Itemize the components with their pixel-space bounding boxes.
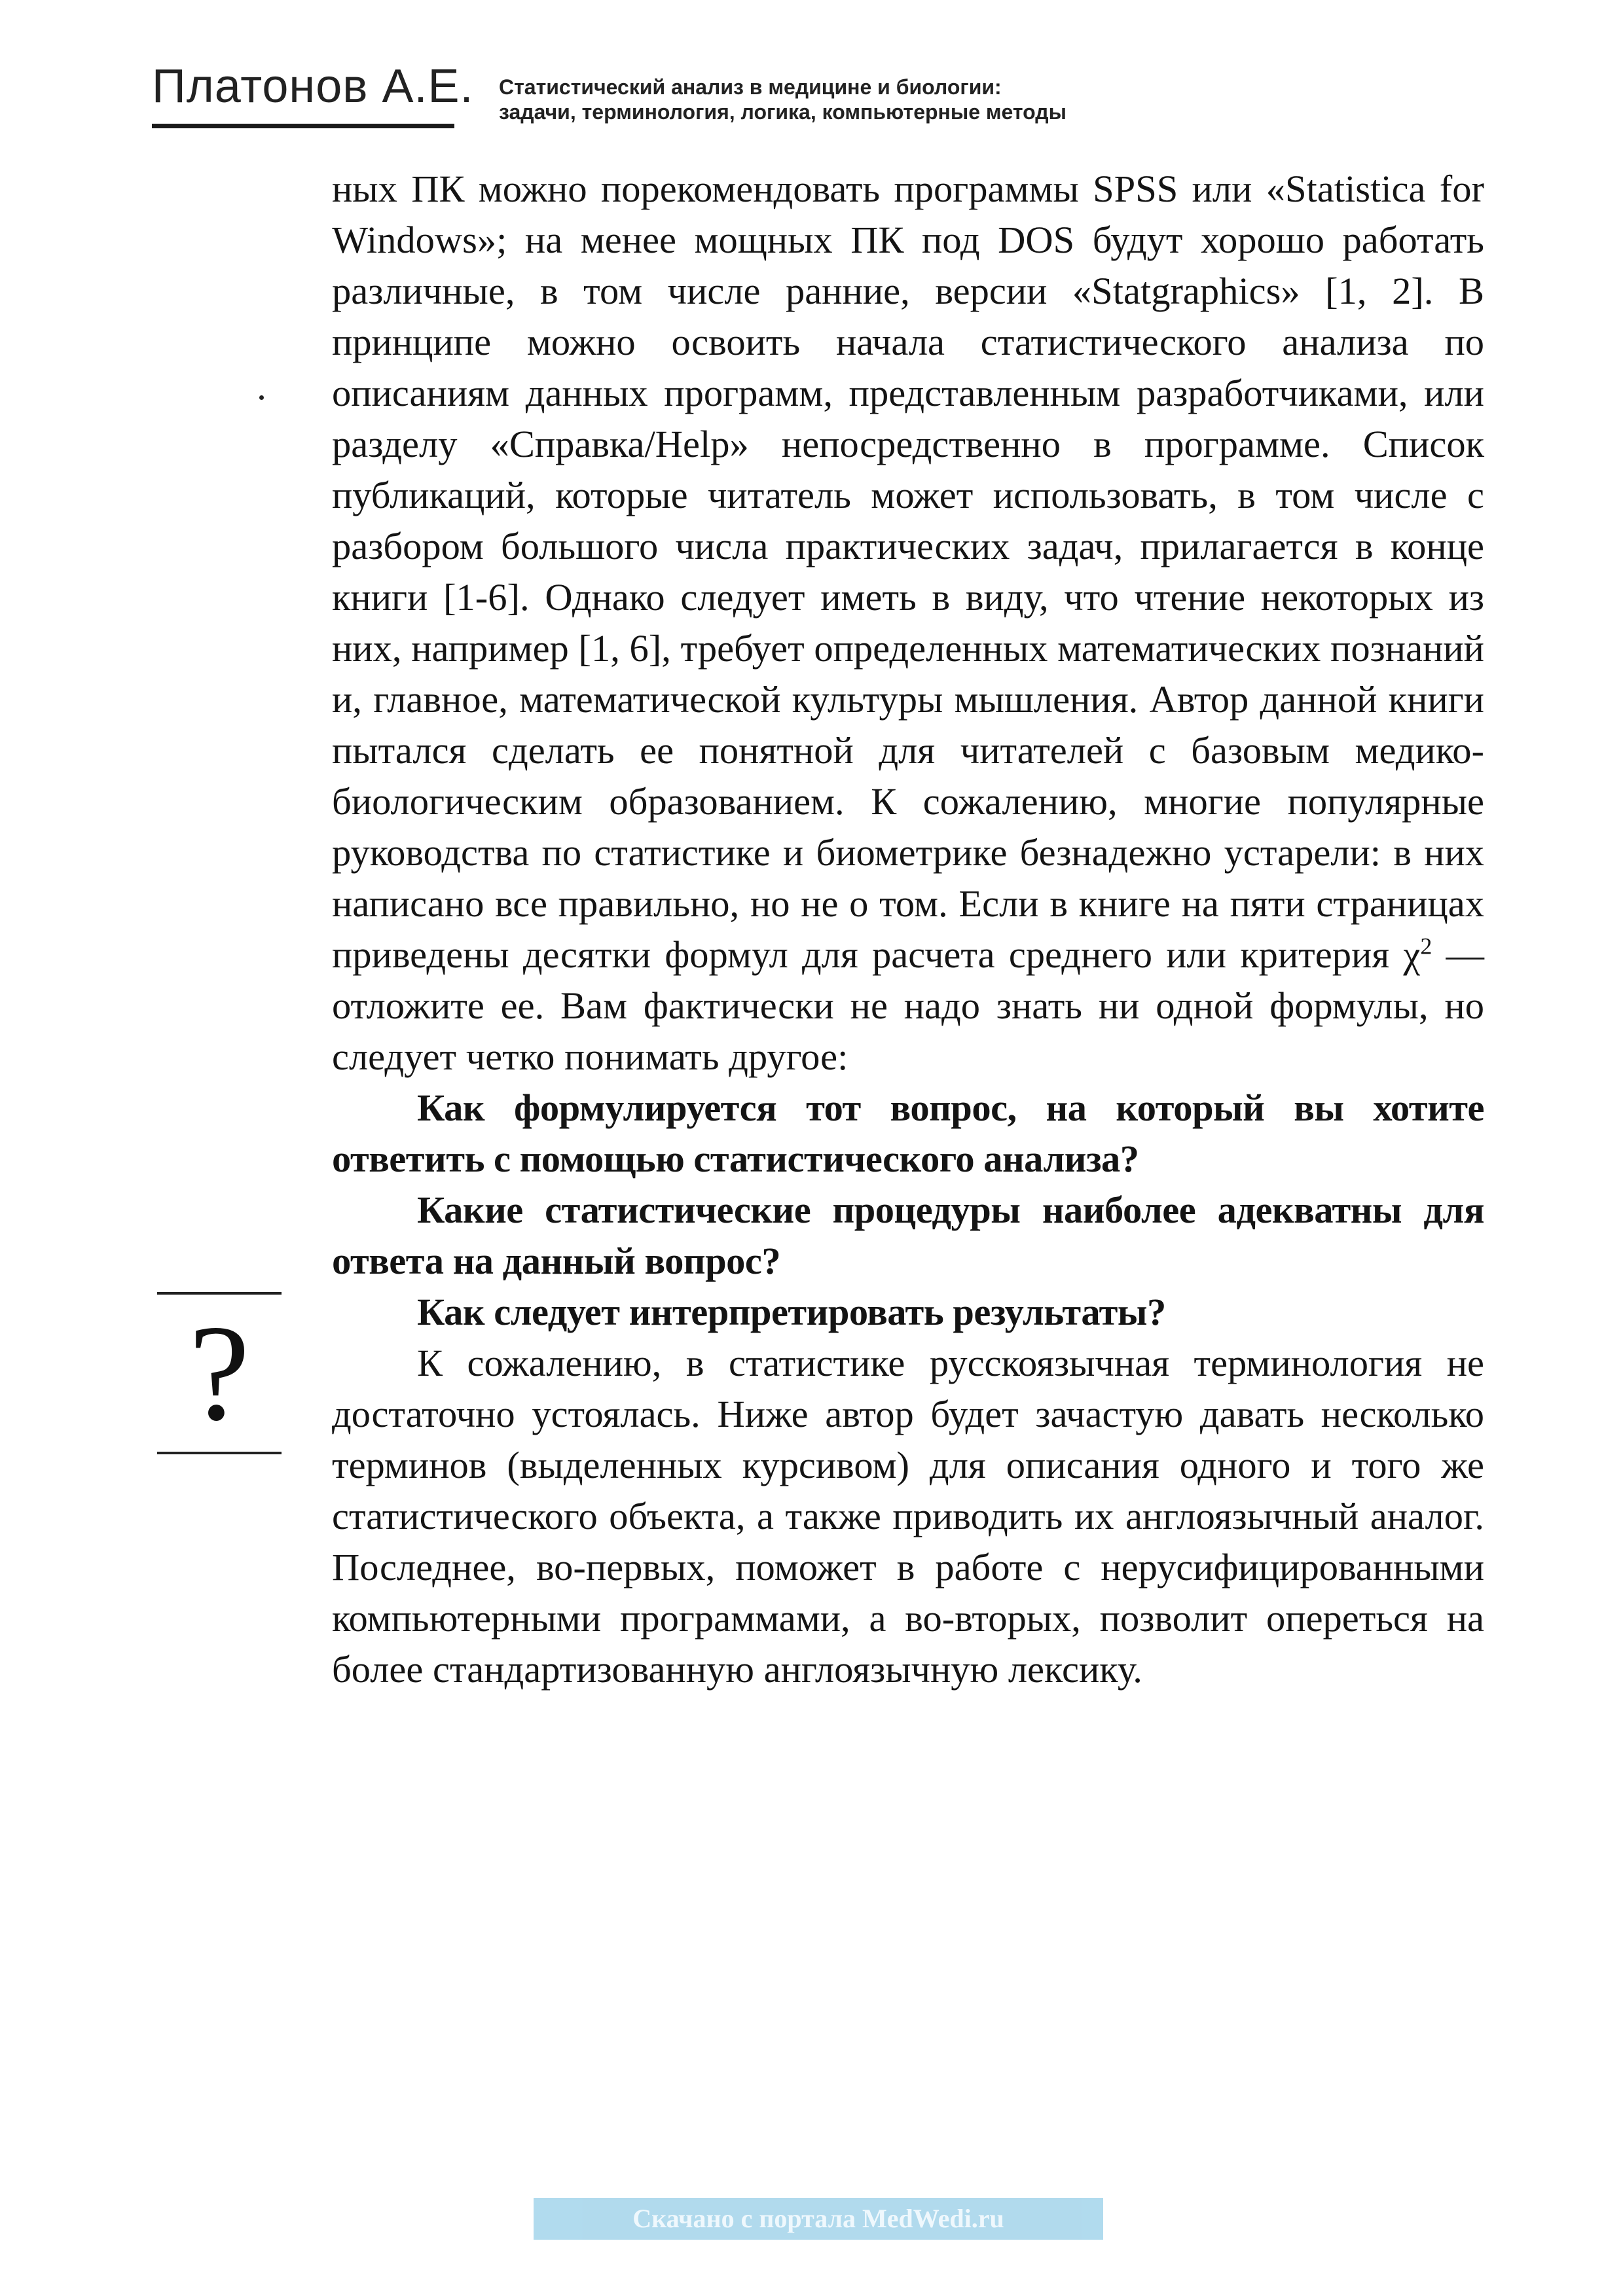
- book-title-line-2: задачи, терминология, логика, компьютерные методы: [499, 100, 1067, 124]
- book-title-line-1: Статистический анализ в медицине и биологии:: [499, 75, 1002, 99]
- paragraph-text-end: — отложите ее. Вам фактически не надо знать ни одной формулы, но следует четко понимать другое:: [332, 933, 1485, 1078]
- mark-bottom-rule: [157, 1452, 282, 1454]
- margin-dot: [259, 395, 264, 400]
- paragraph-text: ных ПК можно порекомендовать программы SPSS или «Statistica for Windows»; на менее мощных ПК под DOS будут хорошо работать различные, в том числе ранние, версии «Statgraphics» [1, 2]. В принципе можно освоить начала статистического анализа по описаниям данных программ, представленным разработчиками, или разделу «Справка/Help» непосредственно в программе. Список публикаций, которые читатель может использовать, в том числе с разбором большого числа практических задач, прилагается в конце книги [1-6]. Однако следует иметь в виду, что чтение некоторых из них, например [1, 6], требует определенных математических познаний и, главное, математической культуры мышления. Автор данной книги пытался сделать ее понятной для читателей с базовым медико-биологическим образованием. К сожалению, многие популярные руководства по статистике и биометрике безнадежно устарели: в них написано все правильно, но не о том. Если в книге на пяти страницах приведены десятки формул для расчета среднего или критерия: [332, 168, 1484, 976]
- body-text: [332, 164, 1484, 1695]
- book-title: [499, 75, 1173, 124]
- author-underline: [152, 124, 454, 128]
- author-name: Платонов А.Е.: [152, 60, 474, 113]
- question-margin-mark: [157, 1292, 282, 1454]
- question-2: Какие статистические процедуры наиболее адекватны для ответа на данный вопрос?: [332, 1189, 1484, 1282]
- watermark-banner: Скачано с портала MedWedi.ru: [534, 2198, 1103, 2240]
- question-1: Как формулируется тот вопрос, на который вы хотите ответить с помощью статистического анализа?: [332, 1086, 1484, 1180]
- question-mark-icon: ?: [189, 1297, 250, 1449]
- running-head: [152, 60, 1173, 148]
- paragraph-terminology: К сожалению, в статистике русскоязычная терминология не достаточно устоялась. Ниже автор будет зачастую давать несколько терминов (выделенных курсивом) для описания одного и того же статистического объекта, а также приводить их англоязычный аналог. Последнее, во-первых, поможет в работе с нерусифицированными компьютерными программами, а во-вторых, позволит опереться на более стандартизованную англоязычную лексику.: [332, 1342, 1484, 1691]
- chi-symbol: χ: [1403, 933, 1421, 976]
- chi-exponent: 2: [1420, 933, 1432, 960]
- question-3: Как следует интерпретировать результаты?: [417, 1291, 1166, 1333]
- paragraph-continued: [332, 164, 1484, 1083]
